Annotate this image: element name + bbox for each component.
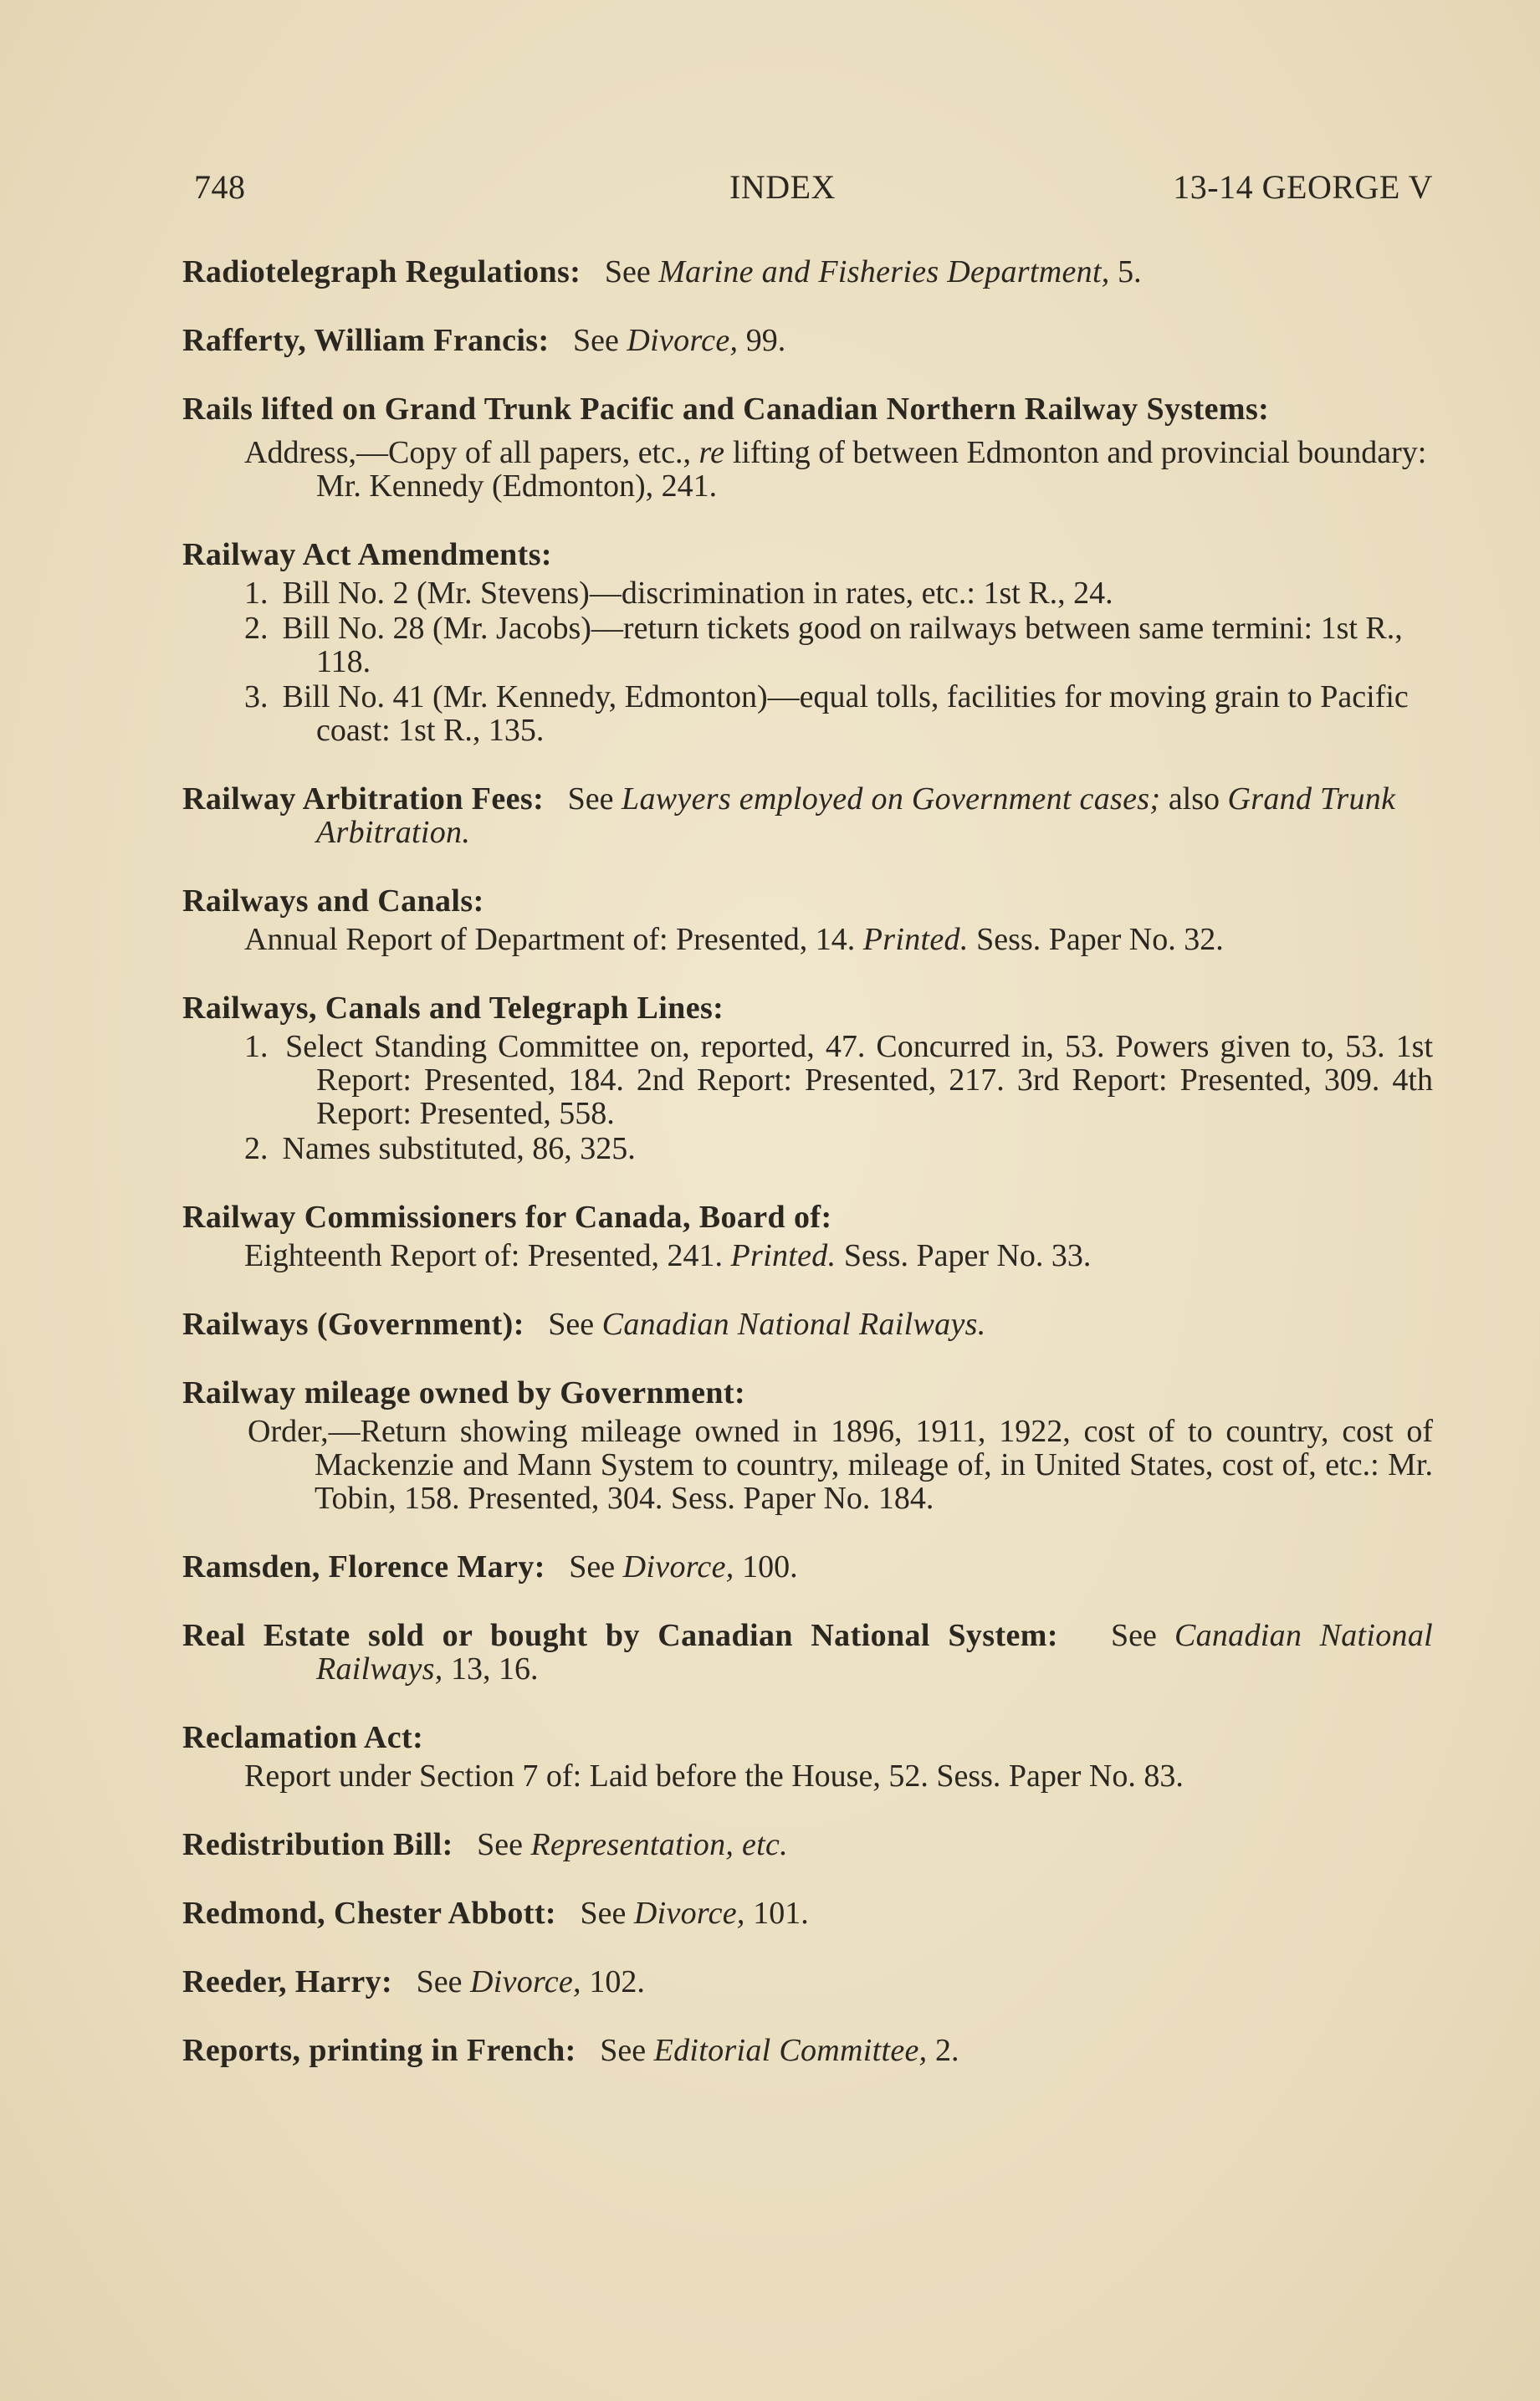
entry-subentry: Report under Section 7 of: Laid before the House, 52. Sess. Paper No. 83. [244, 1759, 1184, 1794]
index-entry [182, 782, 1433, 849]
entry-heading: Rails lifted on Grand Trunk Pacific and Canadian Northern Railway Systems: [182, 392, 1270, 427]
entry-heading: Railways, Canals and Telegraph Lines: [182, 991, 724, 1026]
subentry-list [182, 576, 1433, 747]
entry-subentry: Order,—Return showing mileage owned in 1896, 1911, 1922, cost of to country, cost of Mackenzie and Mann System to country, mileage of, in United States, cost of, etc.: Mr. Tobin, 158. Presented, 304. Sess. Paper No. 184. [248, 1414, 1433, 1516]
index-entry [182, 1619, 1433, 1686]
index-entry [182, 1200, 1433, 1272]
entry-heading: Redmond, Chester Abbott: [182, 1896, 556, 1931]
index-entry [182, 1550, 1433, 1584]
see-word: See [477, 1827, 524, 1862]
index-entry [182, 1897, 1433, 1930]
entry-heading: Redistribution Bill: [182, 1827, 453, 1862]
index-entry [182, 538, 1433, 747]
index-entry [182, 255, 1433, 289]
entry-subentry: Address,—Copy of all papers, etc., re lifting of between Edmonton and provincial boundary: Mr. Kennedy (Edmonton), 241. [244, 435, 1427, 504]
reference-number: 2. [934, 2033, 959, 2068]
entry-heading: Radiotelegraph Regulations: [182, 254, 581, 289]
cross-reference: Divorce, [627, 323, 739, 358]
index-entry [182, 1308, 1433, 1341]
index-entry [182, 991, 1433, 1165]
entry-subentry: Eighteenth Report of: Presented, 241. Printed. Sess. Paper No. 33. [244, 1238, 1092, 1273]
subentry-list [182, 1030, 1433, 1165]
index-entry [182, 1376, 1433, 1515]
list-item: 2. Names substituted, 86, 325. [244, 1131, 636, 1166]
reference-number: 99. [745, 323, 786, 358]
cross-reference-secondary: Grand Trunk Arbitration. [316, 781, 1396, 850]
entry-heading: Rafferty, William Francis: [182, 323, 550, 358]
cross-reference: Representation, etc. [530, 1827, 788, 1862]
entry-heading: Railway Act Amendments: [182, 537, 552, 572]
index-entry [182, 324, 1433, 357]
cross-reference: Divorce, [622, 1549, 734, 1584]
cross-reference: Divorce, [469, 1964, 581, 1999]
reference-number: 13, 16. [451, 1651, 539, 1687]
entry-heading: Ramsden, Florence Mary: [182, 1549, 545, 1584]
entry-heading: Real Estate sold or bought by Canadian National System: [182, 1618, 1058, 1653]
cross-reference: Divorce, [633, 1896, 745, 1931]
see-word: See [569, 1549, 616, 1584]
see-word: See [567, 781, 614, 817]
see-word: See [604, 254, 651, 289]
index-entry [182, 1965, 1433, 1999]
index-entry [182, 392, 1433, 503]
entry-subentry: Annual Report of Department of: Presented, 14. Printed. Sess. Paper No. 32. [244, 922, 1224, 957]
entry-heading: Reports, printing in French: [182, 2033, 576, 2068]
reference-number: 101. [753, 1896, 809, 1931]
cross-reference: Canadian National Railways, [316, 1618, 1434, 1687]
entry-heading: Reeder, Harry: [182, 1964, 393, 1999]
see-word: See [548, 1307, 595, 1342]
see-word: See [573, 323, 619, 358]
reference-number: 102. [589, 1964, 645, 1999]
entry-heading: Railway Arbitration Fees: [182, 781, 545, 817]
entry-heading: Railway mileage owned by Government: [182, 1375, 745, 1410]
entry-heading: Reclamation Act: [182, 1720, 424, 1755]
cross-reference: Marine and Fisheries Department, [658, 254, 1110, 289]
list-item: 3. Bill No. 41 (Mr. Kennedy, Edmonton)—equal tolls, facilities for moving grain to Pacific coast: 1st R., 135. [244, 679, 1409, 748]
see-word: See [416, 1964, 463, 1999]
index-entry [182, 1721, 1433, 1793]
index-entry [182, 2034, 1433, 2067]
reference-number: 5. [1118, 254, 1142, 289]
cross-reference: Lawyers employed on Government cases; [622, 781, 1161, 817]
cross-reference: Editorial Committee, [653, 2033, 928, 2068]
list-item: 1. Select Standing Committee on, reported, 47. Concurred in, 53. Powers given to, 53. 1st Report: Presented, 184. 2nd Report: Presented, 217. 3rd Report: Presented, 309. 4th Report: Presented, 558. [244, 1029, 1434, 1131]
also-word: also [1168, 781, 1220, 817]
index-entry [182, 884, 1433, 956]
entry-heading: Railways (Government): [182, 1307, 524, 1342]
running-head [194, 167, 1433, 218]
list-item: 2. Bill No. 28 (Mr. Jacobs)—return tickets good on railways between same termini: 1st R., 118. [244, 611, 1403, 679]
index-entries [182, 255, 1433, 2102]
see-word: See [1111, 1618, 1157, 1653]
volume-title: 13-14 GEORGE V [1173, 168, 1433, 206]
section-title: INDEX [729, 168, 836, 206]
cross-reference: Canadian National Railways. [601, 1307, 986, 1342]
list-item: 1. Bill No. 2 (Mr. Stevens)—discrimination in rates, etc.: 1st R., 24. [244, 576, 1113, 611]
entry-heading: Railways and Canals: [182, 883, 484, 919]
page-number: 748 [194, 168, 246, 206]
reference-number: 100. [742, 1549, 798, 1584]
see-word: See [600, 2033, 647, 2068]
entry-heading: Railway Commissioners for Canada, Board of: [182, 1200, 832, 1235]
index-entry [182, 1828, 1433, 1861]
see-word: See [580, 1896, 627, 1931]
